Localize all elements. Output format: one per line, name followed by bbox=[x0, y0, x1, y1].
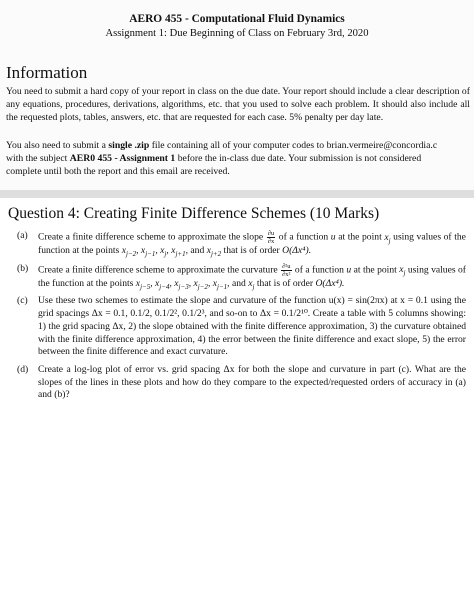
text-span: at the point bbox=[353, 264, 397, 276]
text-span: of a function bbox=[294, 264, 344, 276]
paragraph-2-line-3: complete until both the report and this email are received. bbox=[6, 165, 230, 177]
question-parts bbox=[8, 230, 466, 407]
derivative-fraction bbox=[281, 263, 291, 278]
math-var: $x_j$ bbox=[399, 264, 406, 278]
fraction-numerator: ∂u bbox=[267, 230, 275, 237]
part-d-text: Create a log-log plot of error vs. grid spacing Δx for both the slope and curvature in part (c). What are the slopes of the lines in these plots and how do they compare to the expected/requested orders of accuracy in (a) and (b)? bbox=[38, 363, 466, 401]
math-var: u bbox=[330, 231, 336, 243]
page-top-sheet bbox=[0, 0, 474, 190]
text-span: before the in-class due date. Your submission is not considered bbox=[175, 152, 422, 164]
point-list: $x_{j-5}$, $x_{j-4}$, $x_{j-3}$, $x_{j-2}$, $x_{j-1}$, bbox=[135, 277, 230, 291]
paragraph-2-line-2 bbox=[6, 153, 470, 166]
question-part-a bbox=[8, 230, 466, 258]
question-part-b bbox=[8, 263, 466, 291]
math-var: $x_j$ bbox=[248, 277, 255, 291]
part-b-text bbox=[38, 263, 466, 291]
text-span: using values of the function at the points bbox=[38, 231, 466, 256]
text-span: Create a finite difference scheme to approximate the curvature bbox=[38, 264, 278, 276]
information-paragraph-1 bbox=[6, 86, 470, 124]
math-var: $x_j$ bbox=[384, 231, 391, 245]
text-span: of a function bbox=[278, 231, 329, 243]
document-header bbox=[0, 12, 474, 40]
part-label: (d) bbox=[17, 363, 29, 375]
order-of-accuracy: O(Δx⁴). bbox=[282, 245, 312, 256]
fraction-denominator: ∂x bbox=[267, 238, 275, 245]
part-label: (b) bbox=[17, 262, 29, 274]
text-span: using values of the function at the points bbox=[38, 264, 466, 289]
part-label: (c) bbox=[17, 295, 28, 307]
fraction-numerator: ∂²u bbox=[282, 262, 291, 270]
text-span: Create a finite difference scheme to approximate the slope bbox=[38, 231, 264, 243]
zip-emphasis: single .zip bbox=[108, 140, 150, 151]
part-c-text: Use these two schemes to estimate the slope and curvature of the function u(x) = sin(2πx) at x = 0.1 using the grid spacings Δx = 0.1, 0.1/2, 0.1/2², 0.1/2³, and so-on to Δx = 0.1/2¹⁰. Create a table with 5 columns showing: 1) the grid spacing Δx, 2) the slope obtained with the finite difference approximation, 3) the curvature obtained with the finite difference approximation, 4) the error between the finite difference and exact slope, 5) the error between the finite difference and exact curvature. bbox=[38, 295, 466, 358]
question-part-d bbox=[8, 364, 466, 402]
email-text: file containing all of your computer codes to brian.vermeire@concordia.c bbox=[149, 140, 438, 151]
information-heading: Information bbox=[6, 63, 88, 82]
paragraph-1-text: You need to submit a hard copy of your report in class on the due date. Your report should include a clear description of any equations, procedures, derivations, algorithms, etc. that you used to solve each problem. It should also include all the requested plots, tables, answers, etc. that are requested for each case. 5% penalty per day late. bbox=[6, 86, 470, 123]
text-span: and bbox=[190, 245, 205, 256]
math-var: u bbox=[346, 264, 352, 276]
question-heading: Question 4: Creating Finite Difference Schemes (10 Marks) bbox=[8, 205, 380, 222]
text-span: and bbox=[231, 277, 246, 289]
fraction-denominator: ∂x² bbox=[282, 270, 291, 278]
text-span: that is of order bbox=[256, 277, 314, 289]
subject-emphasis: AER0 455 - Assignment 1 bbox=[69, 152, 176, 164]
text-span: that is of order bbox=[223, 245, 280, 256]
text-span: at the point bbox=[338, 231, 382, 243]
paragraph-2-line-1 bbox=[6, 140, 470, 153]
derivative-fraction bbox=[267, 230, 275, 245]
point-list: $x_{j-2}$, $x_{j-1}$, $x_j$, $x_{j+1}$, bbox=[121, 245, 189, 258]
text-span: with the subject bbox=[6, 152, 70, 164]
part-label: (a) bbox=[17, 230, 28, 241]
page-divider bbox=[0, 190, 474, 198]
math-var: $x_{j+2}$ bbox=[206, 245, 222, 258]
part-a-text bbox=[38, 230, 466, 258]
order-of-accuracy: O(Δx⁴). bbox=[315, 277, 345, 289]
course-title: AERO 455 - Computational Fluid Dynamics bbox=[129, 13, 345, 25]
text-span: You also need to submit a bbox=[6, 140, 109, 151]
information-paragraph-2 bbox=[6, 140, 470, 178]
assignment-subtitle: Assignment 1: Due Beginning of Class on February 3rd, 2020 bbox=[105, 28, 369, 39]
question-part-c bbox=[8, 295, 466, 359]
